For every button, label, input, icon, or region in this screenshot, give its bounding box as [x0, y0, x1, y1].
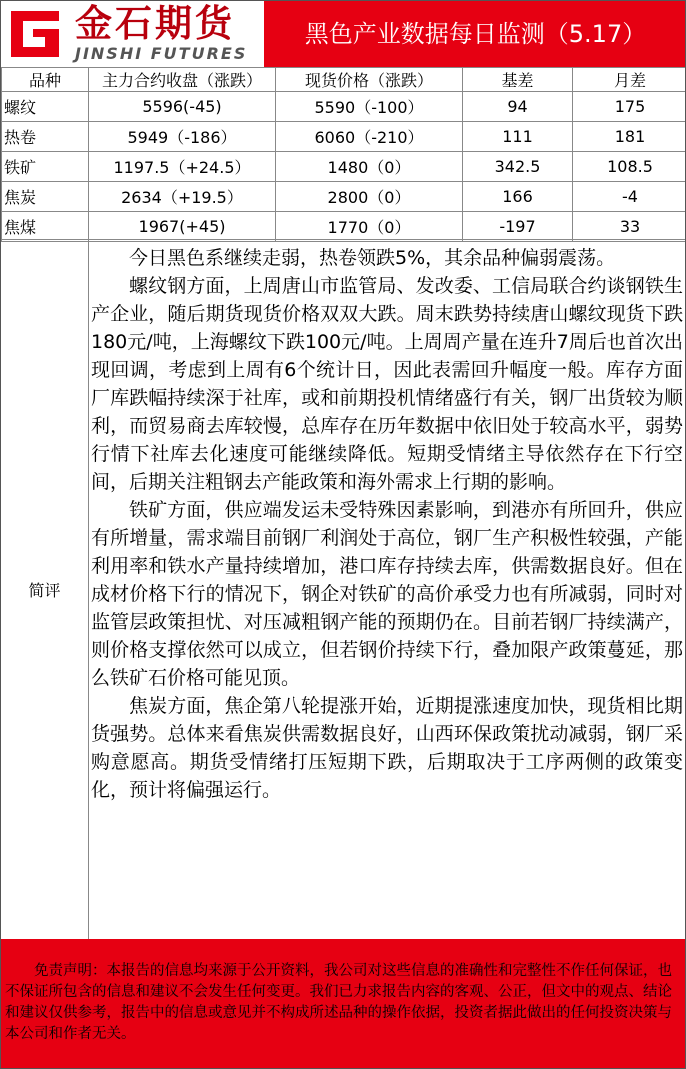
basis-cell: 94: [463, 92, 573, 122]
table-row: [2, 182, 686, 212]
variety-cell: 焦煤: [2, 212, 89, 242]
header-basis: 基差: [463, 68, 573, 92]
jinshi-logo-icon: [5, 5, 65, 63]
header-variety: 品种: [2, 68, 89, 92]
spot-cell: 1770（0）: [276, 212, 463, 242]
table-row: [2, 92, 686, 122]
header-spot-price: 现货价格（涨跌）: [276, 68, 463, 92]
variety-cell: 螺纹: [2, 92, 89, 122]
logo-english-name: JINSHI FUTURES: [75, 44, 248, 63]
futures-cell: 5596(-45): [89, 92, 276, 122]
variety-cell: 热卷: [2, 122, 89, 152]
basis-cell: 342.5: [463, 152, 573, 182]
spread-cell: 33: [573, 212, 686, 242]
table-row: [2, 122, 686, 152]
spot-cell: 1480（0）: [276, 152, 463, 182]
commentary-body: [91, 244, 683, 804]
basis-cell: 166: [463, 182, 573, 212]
commentary-paragraph: 今日黑色系继续走弱，热卷领跌5%，其余品种偏弱震荡。: [129, 247, 616, 269]
basis-cell: 111: [463, 122, 573, 152]
commentary-section: [1, 239, 686, 939]
table-row: [2, 152, 686, 182]
futures-cell: 1197.5（+24.5）: [89, 152, 276, 182]
report-header: [1, 1, 686, 67]
variety-cell: 铁矿: [2, 152, 89, 182]
futures-cell: 1967(+45): [89, 212, 276, 242]
spot-cell: 6060（-210）: [276, 122, 463, 152]
commentary-paragraph: 螺纹钢方面，上周唐山市监管局、发改委、工信局联合约谈钢铁生产企业，随后期货现货价格双双大跌。周末跌势持续唐山螺纹现货下跌180元/吨，上海螺纹下跌100元/吨。上周周产量在连升7周后也首次出现回调，考虑到上周有6个统计日，因此表需回升幅度一般。库存方面厂库跌幅持续深于社库，或和前期投机情绪盛行有关，钢厂出货较为顺利，而贸易商去库较慢，总库存在历年数据中依旧处于较高水平，弱势行情下社库去化速度可能继续降低。短期受情绪主导依然存在下行空间，后期关注粗钢去产能政策和海外需求上行期的影响。: [91, 275, 683, 493]
spot-cell: 2800（0）: [276, 182, 463, 212]
header-futures-close: 主力合约收盘（涨跌）: [89, 68, 276, 92]
company-logo: [1, 1, 264, 67]
futures-cell: 2634（+19.5）: [89, 182, 276, 212]
variety-cell: 焦炭: [2, 182, 89, 212]
futures-cell: 5949（-186）: [89, 122, 276, 152]
table-row: [2, 212, 686, 242]
commentary-label: 简评: [1, 240, 89, 939]
table-header-row: [2, 68, 686, 92]
commentary-paragraph: 焦炭方面，焦企第八轮提涨开始，近期提涨速度加快，现货相比期货强势。总体来看焦炭供需数据良好，山西环保政策扰动减弱，钢厂采购意愿高。期货受情绪打压短期下跌，后期取决于工序两侧的政策变化，预计将偏强运行。: [91, 695, 683, 801]
spot-cell: 5590（-100）: [276, 92, 463, 122]
spread-cell: 108.5: [573, 152, 686, 182]
disclaimer-text: 免责声明：本报告的信息均来源于公开资料，我公司对这些信息的准确性和完整性不作任何保证，也不保证所包含的信息和建议不会发生任何变更。我们已力求报告内容的客观、公正，但文中的观点、结论和建议仅供参考，报告中的信息或意见并不构成所述品种的操作依据，投资者据此做出的任何投资决策与本公司和作者无关。: [1, 939, 686, 1069]
price-table: [1, 67, 686, 242]
spread-cell: -4: [573, 182, 686, 212]
spread-cell: 175: [573, 92, 686, 122]
header-month-spread: 月差: [573, 68, 686, 92]
basis-cell: -197: [463, 212, 573, 242]
report-title: 黑色产业数据每日监测（5.17）: [304, 20, 647, 48]
spread-cell: 181: [573, 122, 686, 152]
commentary-paragraph: 铁矿方面，供应端发运未受特殊因素影响，到港亦有所回升，供应有所增量，需求端目前钢厂利润处于高位，钢厂生产积极性较强，产能利用率和铁水产量持续增加，港口库存持续去库，供需数据良好。但在成材价格下行的情况下，钢企对铁矿的高价承受力也有所减弱，同时对监管层政策担忧、对压减粗钢产能的预期仍在。目前若钢厂持续满产，则价格支撑依然可以成立，但若钢价持续下行，叠加限产政策蔓延，那么铁矿石价格可能见顶。: [91, 499, 683, 689]
logo-chinese-name: 金石期货: [75, 2, 235, 45]
